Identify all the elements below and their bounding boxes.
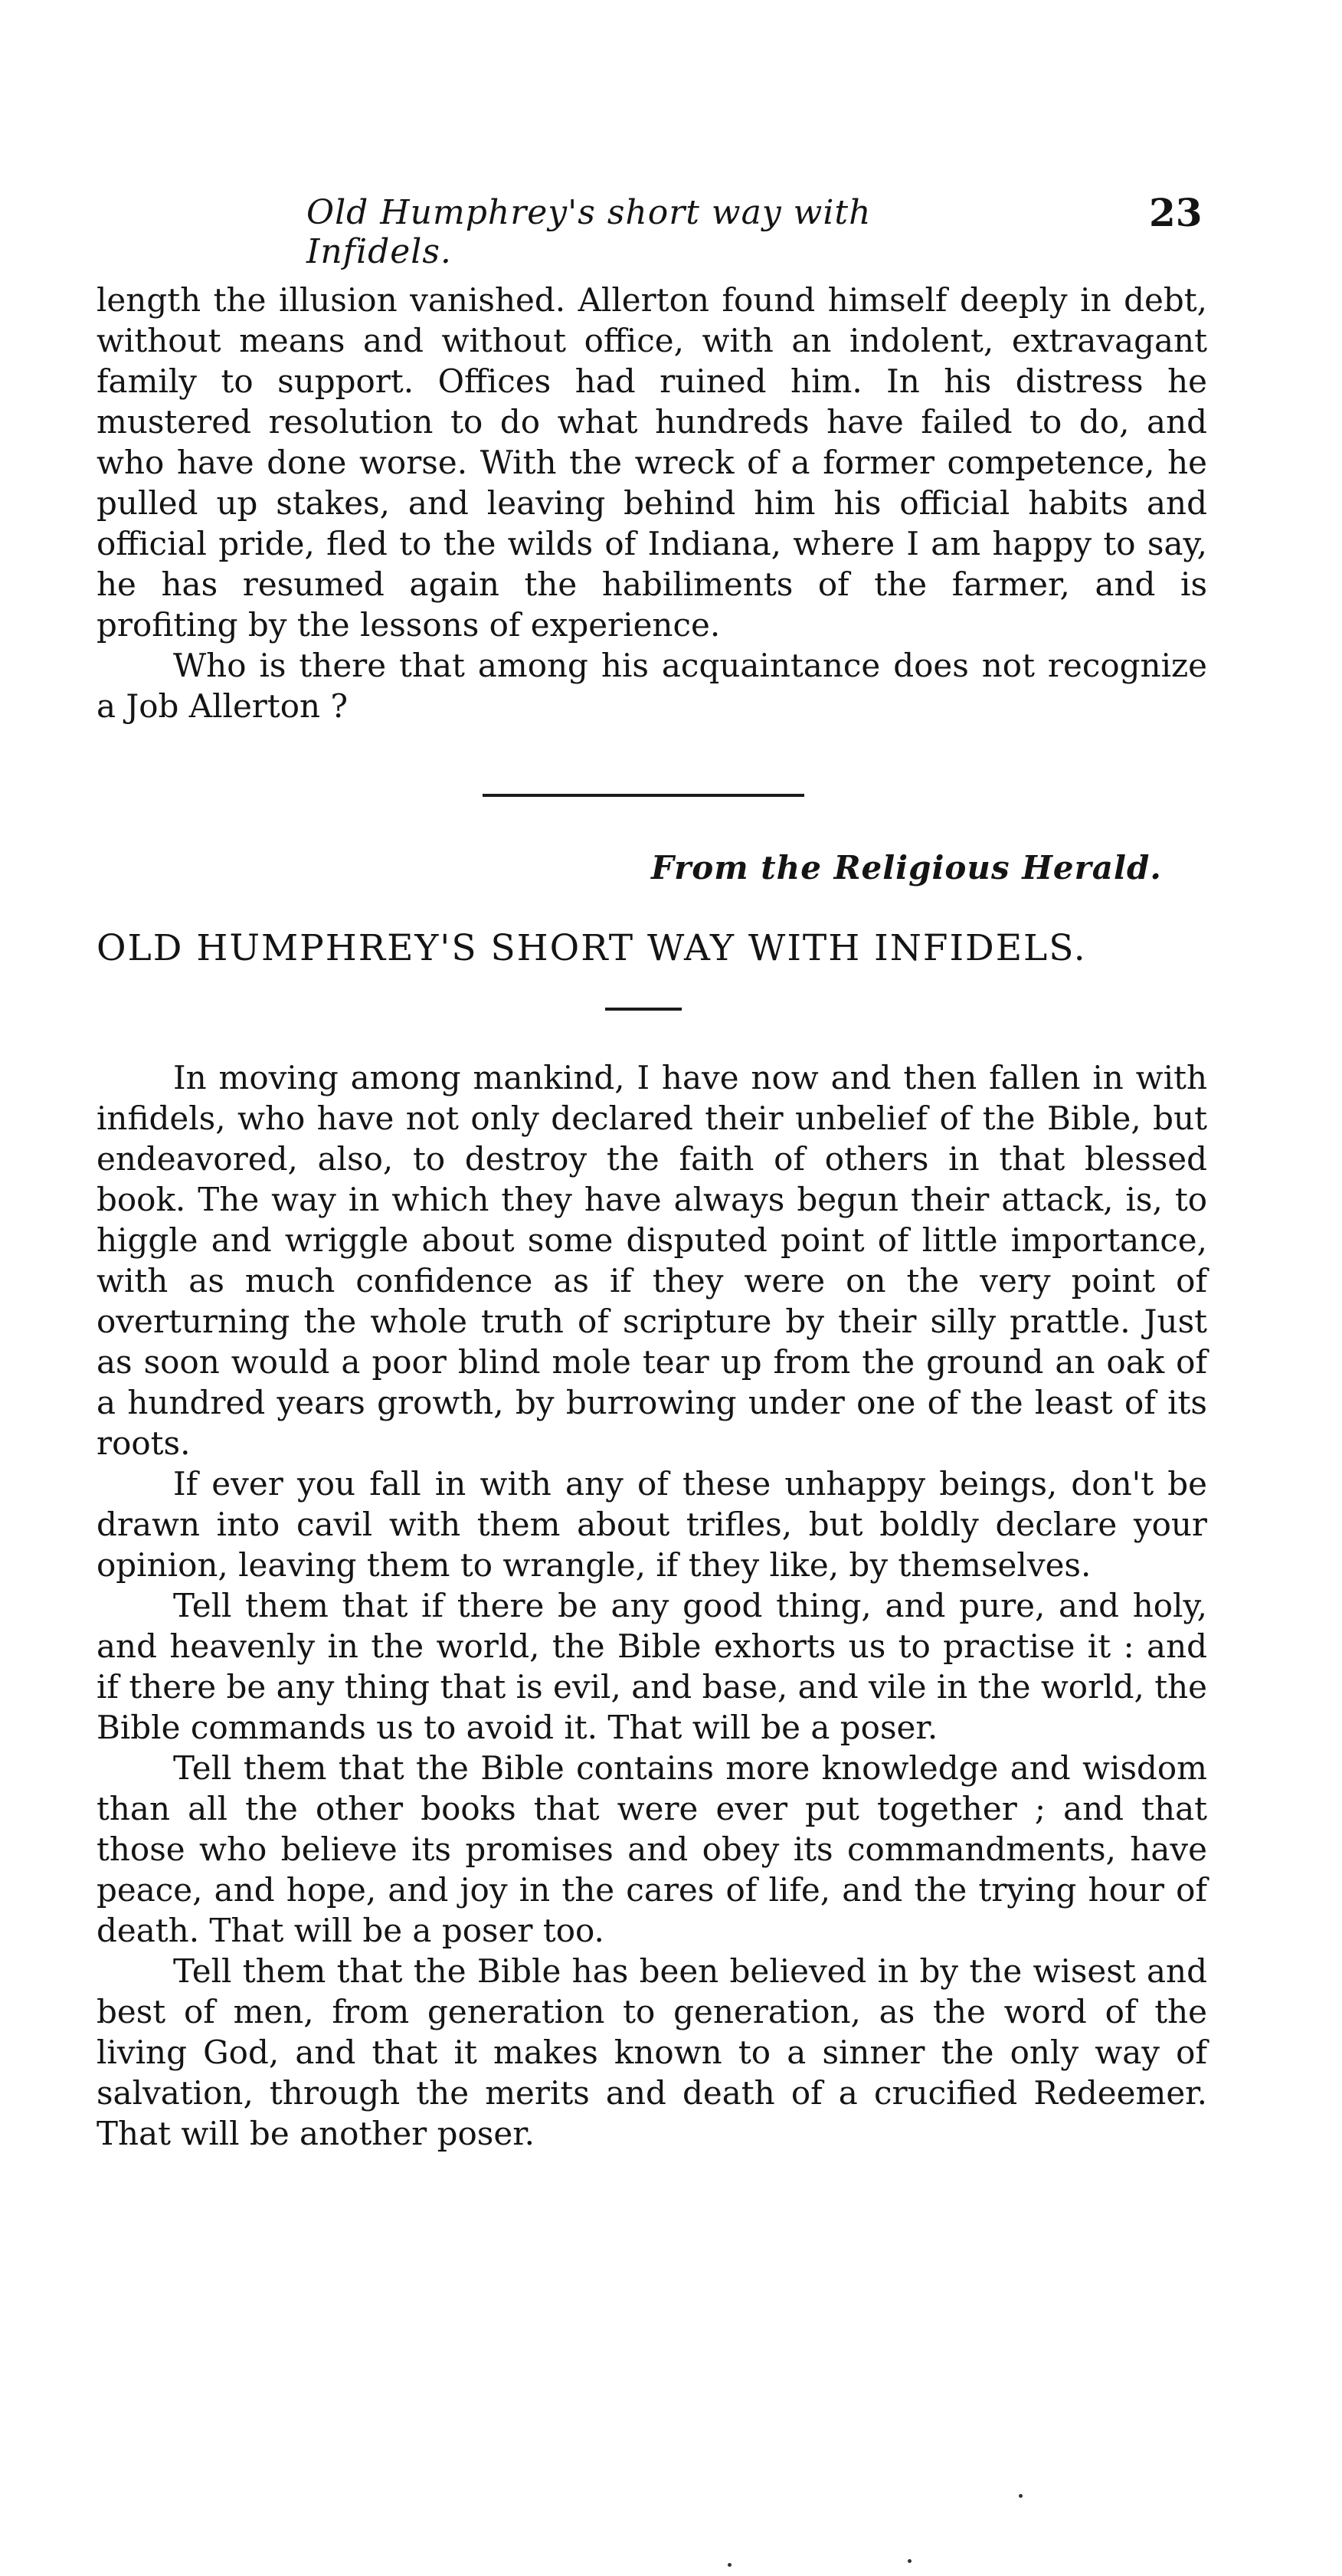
- paragraph: In moving among mankind, I have now and then fallen in with infidels, who have not only declared their unbelief of the Bible, but endeavored, also, to destroy the faith of others in that blessed book. The way in which they have always begun their attack, is, to higgle and wriggle about some disputed point of little importance, with as much confidence as if they were on the very point of overturning the whole truth of scripture by their silly prattle. Just as soon would a poor blind mole tear up from the ground an oak of a hundred years growth, by burrowing under one of the least of its roots.: [97, 1059, 1207, 1462]
- section-divider: [483, 794, 804, 797]
- page-number: 23: [1149, 190, 1203, 235]
- paper-speck: [908, 2559, 912, 2563]
- paragraph: length the illusion vanished. Allerton found himself deeply in debt, without means and without office, with an indolent, extravagant family to support. Offices had ruined him. In his distress he mustered resolution to do what hundreds have failed to do, and who have done worse. With the wreck of a former competence, he pulled up stakes, and leaving behind him his official habits and official pride, fled to the wilds of Indiana, where I am happy to say, he has resumed again the habiliments of the farmer, and is profiting by the lessons of experience.: [97, 281, 1207, 644]
- running-title: Old Humphrey's short way with Infidels.: [306, 193, 872, 271]
- paper-speck: [1019, 2494, 1023, 2498]
- article-source: From the Religious Herald.: [651, 849, 1162, 887]
- title-rule: [605, 1008, 682, 1011]
- paragraph: Tell them that the Bible has been believed in by the wisest and best of men, from generation to generation, as the word of the living God, and that it makes known to a sinner the only way of salvation, through the merits and death of a crucified Redeemer. That will be another poser.: [97, 1952, 1207, 2152]
- paragraph: If ever you fall in with any of these unhappy beings, don't be drawn into cavil with them about trifles, but boldly declare your opinion, leaving them to wrangle, if they like, by themselves.: [97, 1465, 1207, 1584]
- paragraph: Who is there that among his acquaintance does not recognize a Job Allerton ?: [97, 647, 1207, 725]
- article-title: OLD HUMPHREY'S SHORT WAY WITH INFIDELS.: [97, 927, 1087, 969]
- paragraph: Tell them that if there be any good thing, and pure, and holy, and heavenly in the world, the Bible exhorts us to practise it : and if there be any thing that is evil, and base, and vile in the world, the Bible commands us to avoid it. That will be a poser.: [97, 1587, 1207, 1746]
- article-body: [97, 1057, 1207, 2154]
- paper-speck: [728, 2563, 732, 2567]
- paragraph: Tell them that the Bible contains more knowledge and wisdom than all the other books that were ever put together ; and that those who believe its promises and obey its commandments, have peace, and hope, and joy in the cares of life, and the trying hour of death. That will be a poser too.: [97, 1749, 1207, 1949]
- continued-article-text: [97, 280, 1207, 726]
